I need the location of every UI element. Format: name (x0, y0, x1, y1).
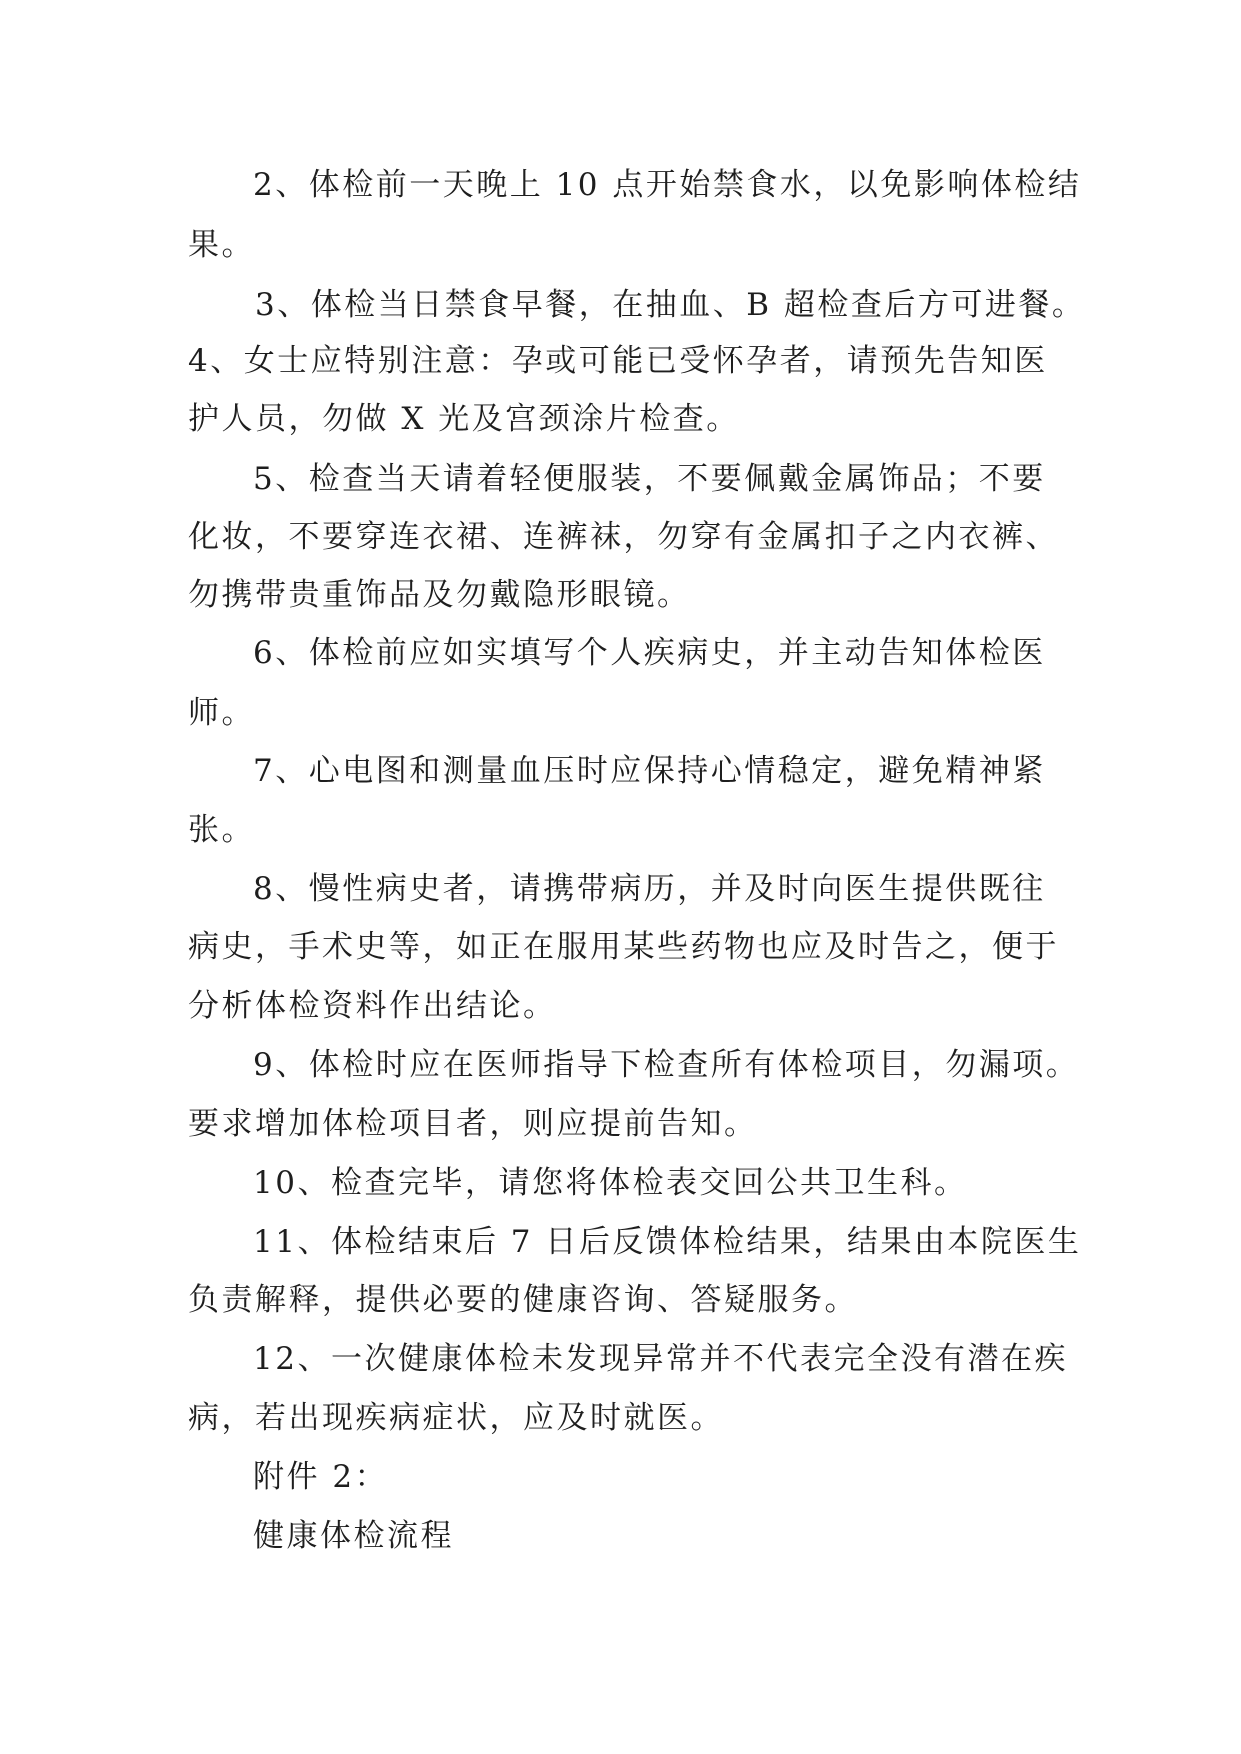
text-line: 3、体检当日禁食早餐，在抽血、B 超检查后方可进餐。 (255, 287, 1086, 323)
text-line: 6、体检前应如实填写个人疾病史，并主动告知体检医 (253, 635, 1046, 671)
text-line: 9、体检时应在医师指导下检查所有体检项目，勿漏项。 (253, 1047, 1080, 1083)
text-line: 4、女士应特别注意：孕或可能已受怀孕者，请预先告知医 (188, 343, 1048, 379)
text-line: 师。 (188, 695, 255, 731)
text-line: 5、检查当天请着轻便服装，不要佩戴金属饰品；不要 (253, 461, 1046, 497)
text-line: 果。 (188, 227, 255, 263)
text-line: 护人员，勿做 X 光及宫颈涂片检查。 (188, 401, 740, 437)
text-line: 分析体检资料作出结论。 (188, 988, 557, 1024)
text-line: 病，若出现疾病症状，应及时就医。 (188, 1400, 724, 1436)
text-line: 10、检查完毕，请您将体检表交回公共卫生科。 (253, 1165, 968, 1201)
text-line: 负责解释，提供必要的健康咨询、答疑服务。 (188, 1282, 858, 1318)
text-line: 病史，手术史等，如正在服用某些药物也应及时告之，便于 (188, 929, 1059, 965)
text-line: 7、心电图和测量血压时应保持心情稳定，避免精神紧 (253, 753, 1046, 789)
text-line: 12、一次健康体检未发现异常并不代表完全没有潜在疾 (253, 1341, 1068, 1377)
text-line: 勿携带贵重饰品及勿戴隐形眼镜。 (188, 577, 691, 613)
section-title: 健康体检流程 (253, 1518, 454, 1554)
text-line: 11、体检结束后 7 日后反馈体检结果，结果由本院医生 (253, 1224, 1082, 1260)
text-line: 8、慢性病史者，请携带病历，并及时向医生提供既往 (253, 871, 1046, 907)
text-line: 要求增加体检项目者，则应提前告知。 (188, 1106, 758, 1142)
text-line: 2、体检前一天晚上 10 点开始禁食水，以免影响体检结 (253, 167, 1082, 203)
text-line: 化妆，不要穿连衣裙、连裤袜，勿穿有金属扣子之内衣裤、 (188, 519, 1059, 555)
text-line: 张。 (188, 812, 255, 848)
attachment-label: 附件 2： (253, 1459, 389, 1495)
